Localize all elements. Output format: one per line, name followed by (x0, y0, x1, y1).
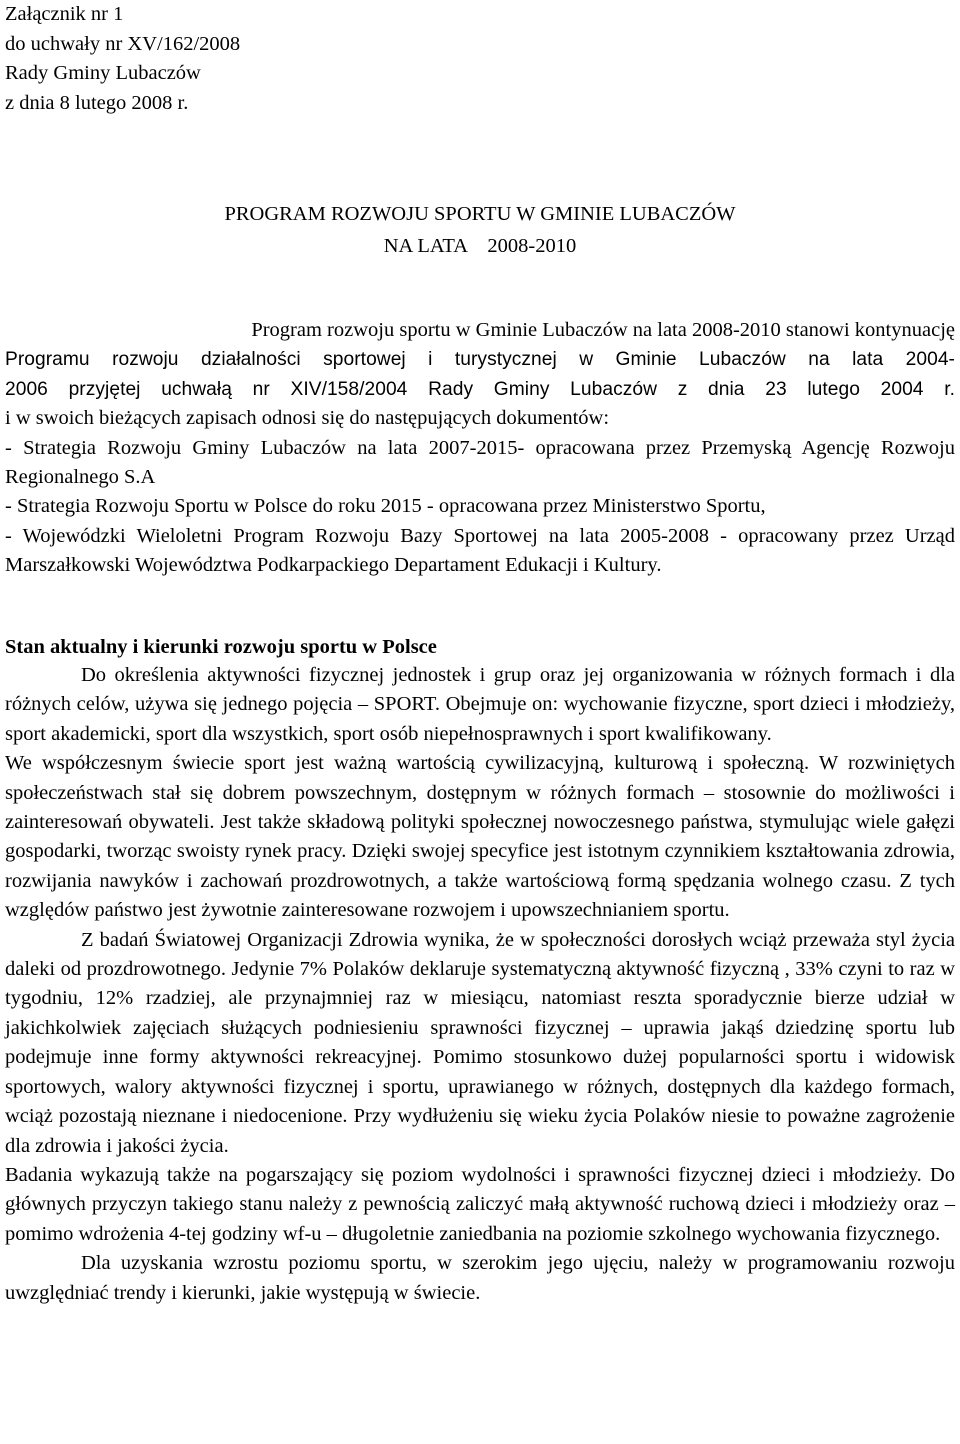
header-line-2: do uchwały nr XV/162/2008 (5, 32, 241, 55)
intro-doc-1: - Strategia Rozwoju Gminy Lubaczów na lata 2007-2015- opracowana przez Przemyską Agencję Rozwoju Regionalnego S.A (5, 436, 955, 489)
intro-line-3: 2006 przyjętej uchwałą nr XIV/158/2004 Rady Gminy Lubaczów z dnia 23 lutego 2004 r. (5, 378, 955, 400)
header-line-1: Załącznik nr 1 (5, 3, 124, 25)
intro-section (5, 316, 955, 581)
title-line-1: PROGRAM ROZWOJU SPORTU W GMINIE LUBACZÓW (224, 203, 736, 225)
intro-line-1: Program rozwoju sportu w Gminie Lubaczów na lata 2008-2010 stanowi kontynuację (251, 319, 955, 341)
section-body (5, 661, 955, 1308)
paragraph-2: We współczesnym świecie sport jest ważną wartością cywilizacyjną, kulturową i społeczną. W rozwiniętych społeczeństwach stał się dobrem powszechnym, dostępnym w różnych formach – stosownie do możliwości i zainteresowań obywateli. Jest także składową polityki społecznej nowoczesnego państwa, stymulując wiele gałęzi gospodarki, tworząc swoisty rynek pracy. Dzięki swojej specyfice jest istotnym czynnikiem kształtowania zdrowia, rozwijania nawyków i zachowań prozdrowotnych, a także wartościową formą spędzania wolnego czasu. Z tych względów państwo jest żywotnie zainteresowane rozwojem i upowszechnianiem sportu. (5, 752, 955, 922)
paragraph-3: Z badań Światowej Organizacji Zdrowia wynika, że w społeczności dorosłych wciąż przeważa styl życia daleki od prozdrowotnego. Jedynie 7% Polaków deklaruje systematyczną aktywność fizyczną , 33% czyni to raz w tygodniu, 12% rzadziej, ale przynajmniej raz w miesiącu, natomiast reszta sporadycznie bierze udział w jakichkolwiek zajęciach służących podniesieniu sprawności fizycznej – uprawia jakąś dziedzinę sportu lub podejmuje inne formy aktywności rekreacyjnej. Pomimo stosunkowo dużej popularności sportu i widowisk sportowych, walory aktywności fizycznej i sportu, uprawianego w różnych, dostępnych dla każdego formach, wciąż pozostają nieznane i niedocenione. Przy wydłużeniu się wieku życia Polaków niesie to poważne zagrożenie dla zdrowia i jakości życia. (5, 928, 955, 1157)
paragraph-5: Dla uzyskania wzrostu poziomu sportu, w szerokim jego ujęciu, należy w programowaniu rozwoju uwzględniać trendy i kierunki, jakie występują w świecie. (5, 1252, 955, 1304)
paragraph-4: Badania wykazują także na pogarszający się poziom wydolności i sprawności fizycznej dzieci i młodzieży. Do głównych przyczyn takiego stanu należy z pewnością zaliczyć małą aktywność ruchową dzieci i młodzieży oraz – pomimo wdrożenia 4-tej godziny wf-u – długoletnie zaniedbania na poziomie szkolnego wychowania fizycznego. (5, 1163, 955, 1245)
document-title (5, 198, 955, 262)
header-line-4: z dnia 8 lutego 2008 r. (5, 91, 189, 114)
title-line-2: NA LATA 2008-2010 (383, 235, 577, 257)
header-line-3: Rady Gminy Lubaczów (5, 62, 201, 84)
intro-line-2: Programu rozwoju działalności sportowej i turystycznej w Gminie Lubaczów na lata 2004- (5, 349, 955, 371)
attachment-header (5, 0, 240, 118)
intro-doc-3: - Wojewódzki Wieloletni Program Rozwoju Bazy Sportowej na lata 2005-2008 - opracowany przez Urząd Marszałkowski Województwa Podkarpackiego Departament Edukacji i Kultury. (5, 524, 955, 577)
section-heading: Stan aktualny i kierunki rozwoju sportu w Polsce (5, 636, 437, 658)
paragraph-1: Do określenia aktywności fizycznej jednostek i grup oraz jej organizowania w różnych formach i dla różnych celów, używa się jednego pojęcia – SPORT. Obejmuje on: wychowanie fizyczne, sport dzieci i młodzieży, sport akademicki, sport dla wszystkich, sport osób niepełnosprawnych i sport kwalifikowany. (5, 664, 955, 745)
intro-doc-2: - Strategia Rozwoju Sportu w Polsce do roku 2015 - opracowana przez Ministerstwo Sportu, (5, 495, 766, 518)
intro-line-4: i w swoich bieżących zapisach odnosi się do następujących dokumentów: (5, 407, 610, 430)
